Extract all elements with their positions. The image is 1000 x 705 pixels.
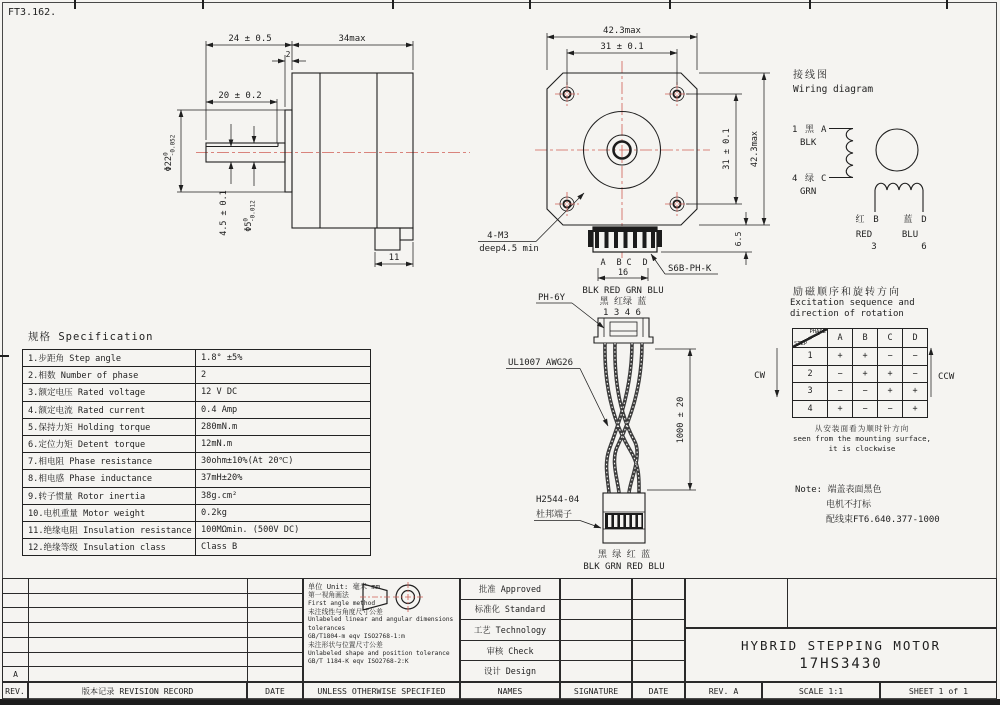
dim-dia5: $\Phi 5^0-0.012$ [242, 200, 257, 232]
rotation-note-cn: 从安装面看为顺时针方向 [814, 424, 910, 433]
titleblock-bottom-row [2, 682, 997, 700]
table-row [23, 435, 371, 452]
revision-record-label: 版本记录 REVISION RECORD [28, 682, 247, 700]
table-row [23, 470, 371, 487]
spec-name: 11.绝缘电阻 Insulation resistance [23, 521, 196, 538]
phase-ac-coil [846, 129, 853, 178]
h2544-label-line2: 杜邦端子 [536, 510, 573, 520]
terminal-c-number: 4 [792, 174, 798, 184]
front-connector-s6b [588, 227, 718, 281]
spec-value: 280mN.m [196, 418, 371, 435]
phase-header: C [878, 329, 903, 348]
spec-name: 10.电机重量 Motor weight [23, 504, 196, 521]
cw-label: CW [754, 371, 765, 381]
linear-tol-standard: GB/T1804-m eqv ISO2768-1:m [308, 632, 405, 640]
spec-value: 30ohm±10%(At 20℃) [196, 453, 371, 470]
table-row [23, 401, 371, 418]
terminal-b-color-cn: 红 [855, 215, 865, 225]
dim-16: 16 [617, 268, 629, 278]
side-view [163, 34, 585, 267]
linear-tol-en2: tolerances [308, 624, 346, 632]
note-line3: 配线束FT6.640.377-1000 [826, 515, 940, 525]
table-row [23, 418, 371, 435]
pin-label-d: D [642, 258, 648, 268]
terminal-a-color-cn: 黑 [805, 125, 815, 135]
terminal-a-color-en: BLK [800, 138, 817, 148]
product-cell [685, 628, 997, 682]
table-row [23, 384, 371, 401]
spec-value: 0.2kg [196, 504, 371, 521]
spec-name: 12.绝缘等级 Insulation class [23, 539, 196, 556]
cable-top-colors-cn: 黑 红绿 蓝 [599, 297, 647, 307]
position-tol-en: Unlabeled shape and position tolerance [308, 649, 450, 657]
table-row: 2 − + + − [793, 365, 928, 383]
phase-header: A [828, 329, 853, 348]
pin-label-c: C [626, 258, 632, 268]
phase-header: B [853, 329, 878, 348]
phase-header: D [903, 329, 928, 348]
cable-bottom-colors-en: BLK GRN RED BLU [583, 562, 665, 572]
approval-rows [460, 578, 560, 682]
spec-value: 1.8° ±5% [196, 350, 371, 367]
rev-value: REV. A [685, 682, 762, 700]
signature-label: SIGNATURE [560, 682, 632, 700]
specification-title: 规格 Specification [28, 331, 154, 343]
spec-value: 12 V DC [196, 384, 371, 401]
signature-column [560, 578, 632, 682]
table-row: 4 + − − + [793, 400, 928, 418]
date-label-left: DATE [247, 682, 303, 700]
dim-24: 24 ± 0.5 [228, 34, 272, 44]
spec-value: 2 [196, 367, 371, 384]
dim-423-right: 42.3max [750, 130, 760, 168]
table-row [23, 521, 371, 538]
dim-31-top: 31 ± 0.1 [600, 42, 644, 52]
table-row [23, 453, 371, 470]
product-title: HYBRID STEPPING MOTOR [740, 638, 942, 653]
dim-2: 2 [285, 50, 291, 59]
dim-20: 20 ± 0.2 [218, 91, 262, 101]
spec-value: 38g.cm² [196, 487, 371, 504]
spec-name: 7.相电阻 Phase resistance [23, 453, 196, 470]
approval-technology: 工艺 Technology [461, 620, 559, 641]
thread-callout-line2: deep4.5 min [479, 244, 539, 254]
spec-name: 1.步距角 Step angle [23, 350, 196, 367]
terminal-c-pin: C [821, 174, 827, 184]
rotor-circle [876, 129, 918, 171]
specification-section [22, 329, 374, 556]
spec-value: 12mN.m [196, 435, 371, 452]
terminal-b-pin: B [873, 215, 879, 225]
note-line2: 电机不打标 [826, 500, 872, 510]
titleblock-empty-cell-right [787, 578, 997, 628]
pin-label-a: A [600, 258, 606, 268]
spec-name: 2.相数 Number of phase [23, 367, 196, 384]
title-block [2, 578, 997, 700]
excitation-title-en1: Excitation sequence and [790, 298, 915, 308]
phase-bd-coil [875, 183, 923, 190]
rev-column-label: REV. [2, 682, 28, 700]
side-connector [375, 228, 400, 250]
spec-value: 100MΩmin. (500V DC) [196, 521, 371, 538]
pin-label-b: B [616, 258, 622, 268]
front-view [535, 26, 770, 281]
rotation-note-en1: seen from the mounting surface, [793, 434, 931, 443]
table-row: 1 + + − − [793, 348, 928, 366]
h2544-label-line1: H2544-04 [536, 495, 580, 505]
approval-standard: 标准化 Standard [461, 600, 559, 621]
date-column [632, 578, 685, 682]
excitation-title-cn: 励磁顺序和旋转方向 [793, 287, 901, 298]
document-code: FT3.162. [8, 7, 57, 18]
wire-spec-label: UL1007 AWG26 [508, 358, 574, 368]
scale-value: SCALE 1:1 [762, 682, 880, 700]
revision-table [2, 578, 303, 682]
excitation-title-en2: direction of rotation [790, 309, 904, 319]
phase-step-corner: PHASE STEP [794, 329, 826, 347]
approval-design: 设计 Design [483, 666, 537, 677]
revision-entry: A [3, 667, 29, 681]
h2544-connector [603, 493, 645, 543]
terminal-d-color-cn: 蓝 [903, 215, 913, 225]
terminal-d-pin: D [921, 215, 927, 225]
approval-check: 审核 Check [461, 641, 559, 662]
spec-name: 4.额定电流 Rated current [23, 401, 196, 418]
cable-top-pin-numbers: 1 3 4 6 [603, 308, 641, 318]
dim-45: 4.5 ± 0.1 [218, 190, 228, 236]
spec-value: 0.4 Amp [196, 401, 371, 418]
ccw-label: CCW [938, 372, 955, 382]
cable-top-colors-en: BLK RED GRN BLU [582, 286, 664, 296]
cable-bottom-colors-cn: 黑 绿 红 蓝 [597, 550, 651, 560]
titleblock-empty-cell-left [685, 578, 788, 628]
terminal-b-color-en: RED [855, 230, 873, 240]
connector-name-s6b: S6B-PH-K [668, 264, 712, 274]
wiring-diagram [792, 68, 927, 252]
dim-1000: 1000 ± 20 [676, 396, 686, 444]
table-row [23, 367, 371, 384]
terminal-c-color-cn: 绿 [805, 174, 815, 184]
front-view-dimensions [547, 26, 770, 265]
tolerance-notes-cell [303, 578, 460, 682]
terminal-a-number: 1 [792, 125, 798, 135]
dim-423-top: 42.3max [603, 26, 641, 36]
spec-value: Class B [196, 539, 371, 556]
date-label-right: DATE [632, 682, 685, 700]
spec-name: 8.相电感 Phase inductance [23, 470, 196, 487]
terminal-d-color-en: BLU [901, 230, 919, 240]
note-section [795, 483, 940, 528]
dim-31-right: 31 ± 0.1 [722, 128, 732, 170]
spec-name: 3.额定电压 Rated voltage [23, 384, 196, 401]
terminal-c-color-en: GRN [800, 187, 817, 197]
spec-value: 37mH±20% [196, 470, 371, 487]
position-tol-standard: GB/T 1184-K eqv ISO2768-2:K [308, 657, 409, 665]
sheet-value: SHEET 1 of 1 [880, 682, 997, 700]
table-row [23, 350, 371, 367]
thread-callout-line1: 4-M3 [487, 231, 509, 241]
unless-otherwise-label: UNLESS OTHERWISE SPECIFIED [303, 682, 460, 700]
ph6y-label: PH-6Y [538, 293, 566, 303]
dim-11: 11 [388, 253, 400, 263]
first-angle-projection-icon [360, 581, 426, 613]
approval-approved: 批准 Approved [461, 579, 559, 600]
lead-wires [605, 343, 642, 493]
dim-65: 6.5 [733, 231, 743, 247]
specification-table [22, 349, 371, 556]
cable-assembly [506, 286, 696, 572]
wiring-title-en: Wiring diagram [793, 84, 874, 95]
linear-tol-cn: 未注线性与角度尺寸公差 [308, 607, 383, 616]
table-row [23, 504, 371, 521]
table-row [23, 487, 371, 504]
wiring-title-cn: 接线图 [793, 70, 829, 81]
terminal-a-pin: A [821, 125, 827, 135]
linear-tol-en1: Unlabeled linear and angular dimensions [308, 616, 454, 624]
table-row: 3 − − + + [793, 383, 928, 401]
product-model: 17HS3430 [799, 656, 883, 672]
spec-name: 6.定位力矩 Detent torque [23, 435, 196, 452]
terminal-d-number: 6 [921, 242, 927, 252]
dim-dia22: $\Phi 22^0-0.052$ [162, 134, 177, 172]
table-row [23, 539, 371, 556]
ph6y-connector [594, 318, 653, 343]
position-tol-cn: 未注形状与位置尺寸公差 [308, 641, 383, 649]
unit-note: 单位 Unit: 毫米 mm [308, 582, 381, 591]
spec-name: 9.转子惯量 Rotor inertia [23, 487, 196, 504]
terminal-b-number: 3 [871, 242, 877, 252]
names-label: NAMES [460, 682, 560, 700]
dim-34max: 34max [338, 34, 366, 44]
rotation-note-en2: it is clockwise [828, 443, 896, 453]
excitation-table [792, 328, 928, 418]
spec-name: 5.保持力矩 Holding torque [23, 418, 196, 435]
angle-method-en: First angle method [308, 599, 376, 607]
note-line1: Note: 端盖表面黑色 [795, 485, 882, 495]
side-view-dimensions [163, 34, 585, 267]
excitation-section [788, 283, 958, 453]
angle-method-cn: 第一视角画法 [308, 591, 349, 599]
